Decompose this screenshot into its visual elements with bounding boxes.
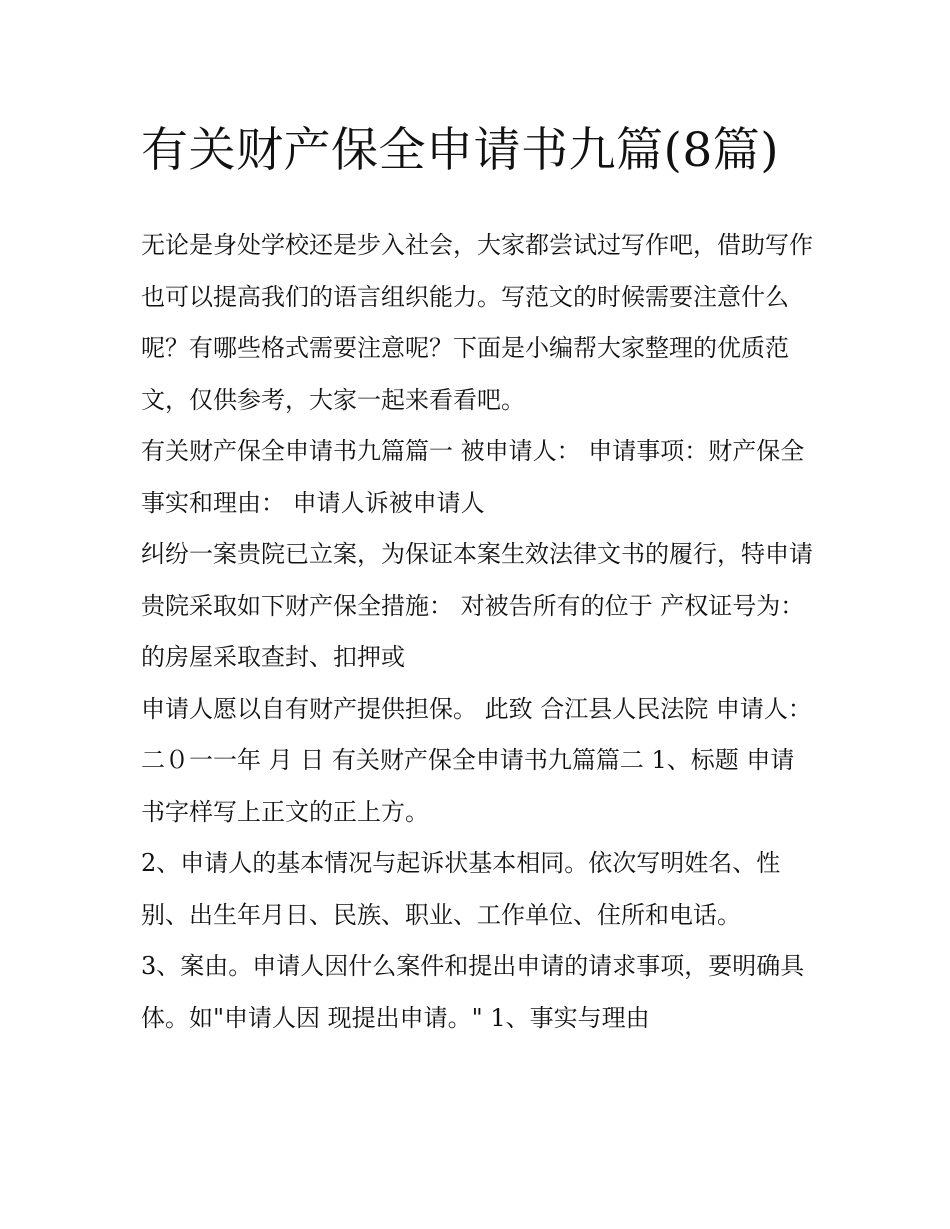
paragraph-guarantee-and-section-two: 申请人愿以自有财产提供担保。 此致 合江县人民法院 申请人： 二０一一年 月 日 有关财产保全申请书九篇篇二 1、标题 申请书字样写上正文的正上方。 bbox=[141, 694, 812, 826]
document-title: 有关财产保全申请书九篇(8篇) bbox=[141, 123, 780, 178]
document-body bbox=[141, 112, 813, 1044]
paragraph-preservation-measures: 纠纷一案贵院已立案，为保证本案生效法律文书的履行，特申请贵院采取如下财产保全措施： 对被告所有的位于 产权证号为： 的房屋采取查封、扣押或 bbox=[141, 540, 813, 671]
paragraph-intro: 无论是身处学校还是步入社会，大家都尝试过写作吧，借助写作也可以提高我们的语言组织能力。写范文的时候需要注意什么呢？有哪些格式需要注意呢？下面是小编帮大家整理的优质范文，仅供参考，大家一起来看看吧。 bbox=[141, 231, 813, 414]
paragraph-applicant-info: 2、申请人的基本情况与起诉状基本相同。依次写明姓名、性别、出生年月日、民族、职业、工作单位、住所和电话。 bbox=[141, 849, 781, 929]
paragraph-case-reason: 3、案由。申请人因什么案件和提出申请的请求事项，要明确具体。如"申请人因 现提出申请。" 1、事实与理由 bbox=[141, 952, 805, 1032]
paragraph-section-one: 有关财产保全申请书九篇篇一 被申请人： 申请事项：财产保全 事实和理由： 申请人诉被申请人 bbox=[141, 437, 805, 517]
